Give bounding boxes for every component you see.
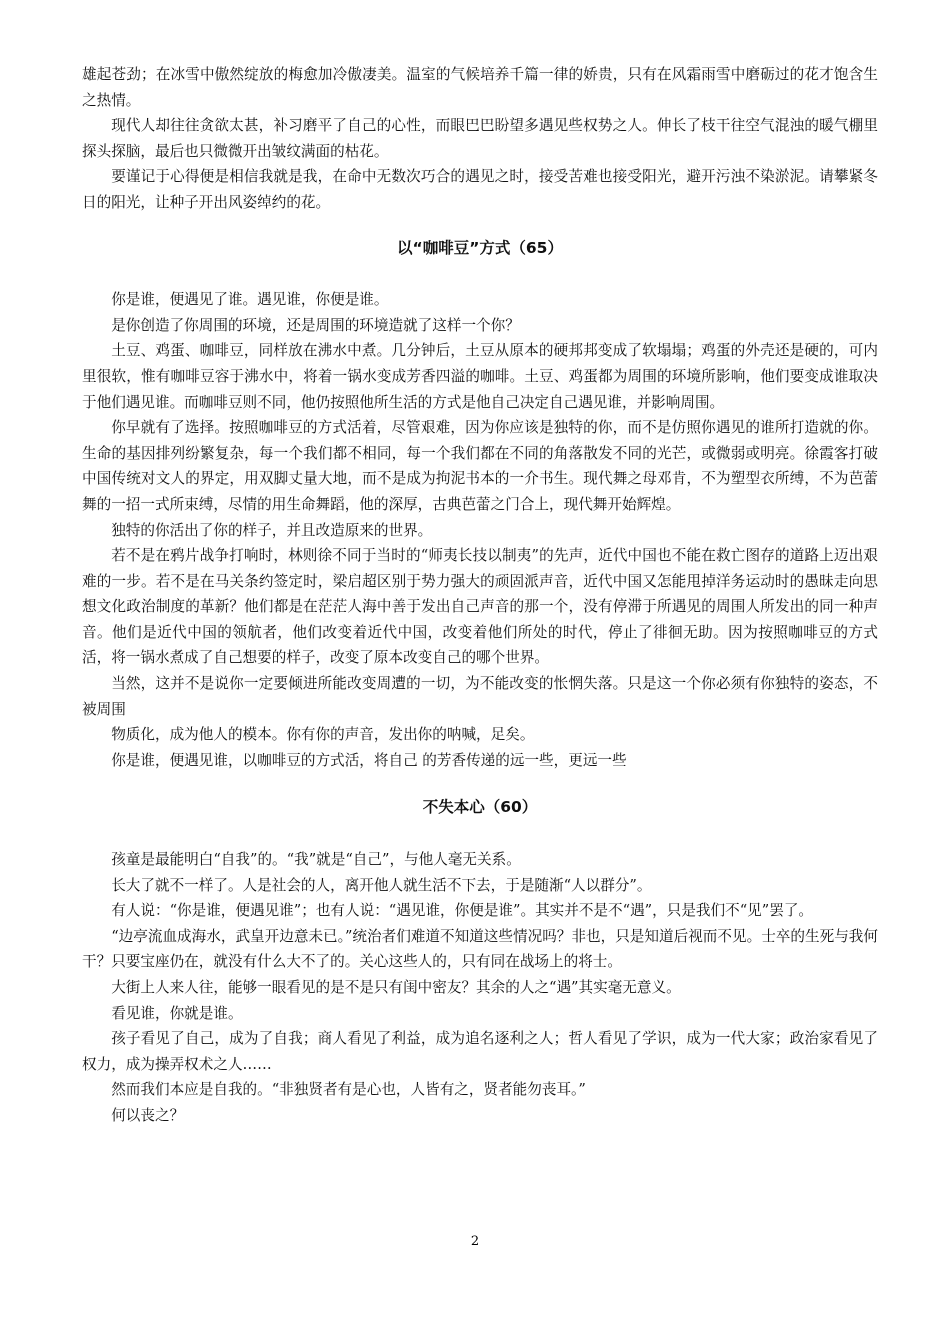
paragraph: 你是谁，便遇见了谁。遇见谁，你便是谁。 [111,291,389,309]
page-number: 2 [470,1234,480,1249]
paragraph: 何以丧之？ [111,1106,185,1124]
paragraph: 雄起苍劲；在冰雪中傲然绽放的梅愈加冷傲凄美。温室的气候培养千篇一律的娇贵，只有在风霜雨雪中磨砺过的花才饱含生之热情。 [82,66,878,109]
paragraph: 大街上人来人往，能够一眼看见的是不是只有闺中密友？其余的人之“遇”其实毫无意义。 [111,979,681,996]
paragraph: 物质化，成为他人的模本。你有你的声音，发出你的呐喊，足矣。 [111,726,535,744]
essay-title: 不失本心（60） [422,798,538,817]
intro-section [82,62,878,216]
paragraph: 孩子看见了自己，成为了自我；商人看见了利益，成为追名逐利之人；哲人看见了学识，成为一代大家；政治家看见了权力，成为操弄权术之人…… [82,1030,878,1073]
paragraph: 孩童是最能明白“自我”的。“我”就是“自己”，与他人毫无关系。 [111,851,521,869]
paragraph: 当然，这并不是说你一定要倾进所能改变周遭的一切，为不能改变的怅惘失落。只是这一个你必须有你独特的姿态，不被周围 [82,675,878,718]
paragraph: 看见谁，你就是谁。 [111,1004,243,1022]
essay-title: 以“咖啡豆”方式（65） [397,238,563,257]
essay-coffee-bean [82,236,878,774]
paragraph: 然而我们本应是自我的。“非独贤者有是心也，人皆有之，贤者能勿丧耳。” [111,1081,586,1099]
paragraph: 若不是在鸦片战争打响时，林则徐不同于当时的“师夷长技以制夷”的先声，近代中国也不能在救亡图存的道路上迈出艰难的一步。若不是在马关条约签定时，梁启超区别于势力强大的顽固派声音，近代中国又怎能甩掉洋务运动时的愚昧走向思想文化政治制度的革新？他们都是在茫茫人海中善于发出自己声音的那一个，没有停滞于所遇见的周围人所发出的同一种声音。他们是近代中国的领航者，他们改变着近代中国，改变着他们所处的时代，停止了徘徊无助。因为按照咖啡豆的方式活，将一锅水煮成了自己想要的样子，改变了原本改变自己的哪个世界。 [82,547,878,667]
paragraph: 要谨记于心得便是相信我就是我，在命中无数次巧合的遇见之时，接受苦难也接受阳光，避开污浊不染淤泥。请攀紧冬日的阳光，让种子开出风姿绰约的花。 [82,168,878,211]
paragraph: 现代人却往往贪欲太甚，补习磨平了自己的心性，而眼巴巴盼望多遇见些权势之人。伸长了枝干往空气混浊的暖气棚里探头探脑，最后也只微微开出皱纹满面的枯花。 [82,117,878,160]
essay-original-heart [82,795,878,1128]
paragraph: 独特的你活出了你的样子，并且改造原来的世界。 [111,521,433,539]
paragraph: 你早就有了选择。按照咖啡豆的方式活着，尽管艰难，因为你应该是独特的你，而不是仿照你遇见的谁所打造就的你。生命的基因排列纷繁复杂，每一个我们都不相同，每一个我们都在不同的角落散发不同的光芒，或微弱或明亮。徐霞客打破中国传统对文人的界定，用双脚丈量大地，而不是成为拘泥书本的一介书生。现代舞之母邓肯，不为塑型衣所缚，不为芭蕾舞的一招一式所束缚，尽情的用生命舞蹈，他的深厚，古典芭蕾之门合上，现代舞开始辉煌。 [82,419,878,513]
paragraph: 你是谁，便遇见谁，以咖啡豆的方式活，将自己 的芳香传递的远一些，更远一些 [111,751,627,769]
paragraph: 长大了就不一样了。人是社会的人，离开他人就生活不下去，于是随渐“人以群分”。 [111,876,652,894]
paragraph: “边亭流血成海水，武皇开边意未已。”统治者们难道不知道这些情况吗？非也，只是知道后视而不见。士卒的生死与我何干？只要宝座仍在，就没有什么大不了的。关心这些人的，只有同在战场上的将士。 [82,927,878,971]
paragraph: 有人说：“你是谁，便遇见谁”；也有人说：“遇见谁，你便是谁”。其实并不是不“遇”，只是我们不“见”罢了。 [111,902,814,920]
paragraph: 是你创造了你周围的环境，还是周围的环境造就了这样一个你？ [111,316,520,334]
paragraph: 土豆、鸡蛋、咖啡豆，同样放在沸水中煮。几分钟后，土豆从原本的硬邦邦变成了软塌塌；鸡蛋的外壳还是硬的，可内里很软，惟有咖啡豆容于沸水中，将着一锅水变成芳香四溢的咖啡。土豆、鸡蛋都为周围的环境所影响，他们要变成谁取决于他们遇见谁。而咖啡豆则不同，他仍按照他所生活的方式是他自己决定自己遇见谁，并影响周围。 [82,342,878,411]
